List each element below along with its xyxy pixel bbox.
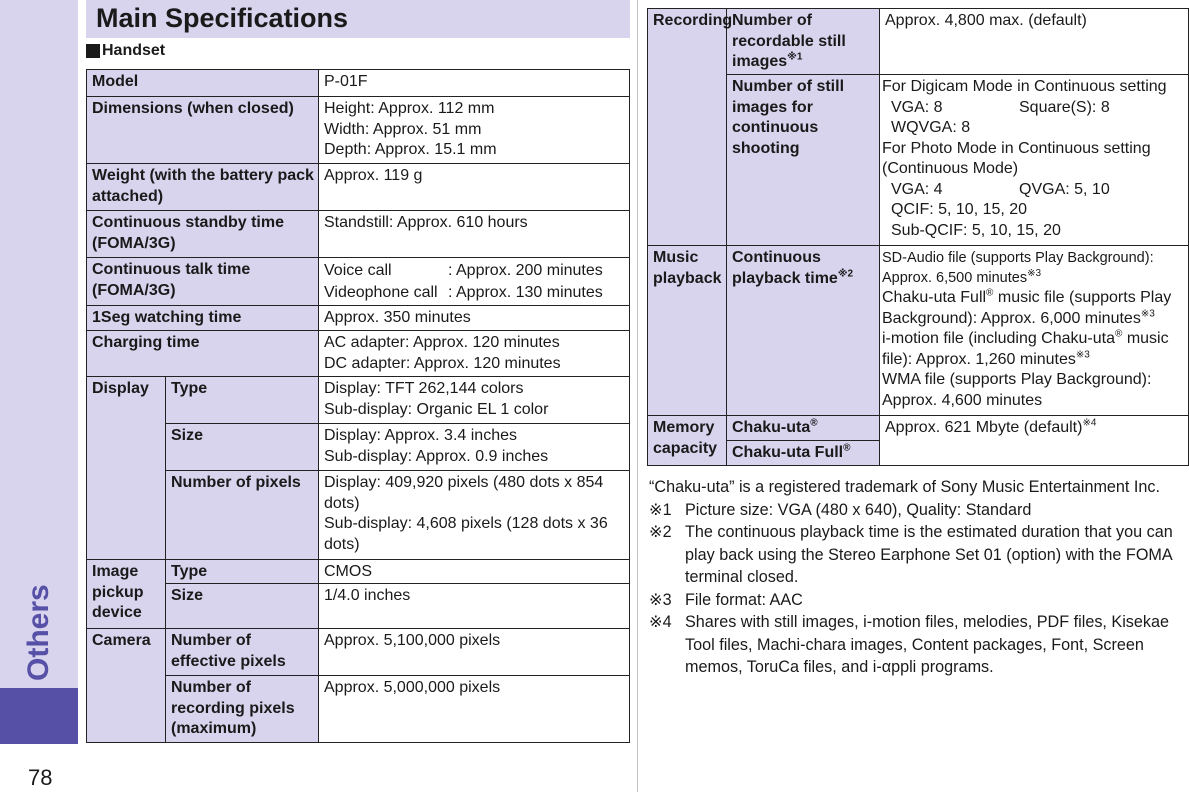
image-type-value: CMOS [319,560,630,584]
standby-value: Standstill: Approx. 610 hours [319,211,630,258]
continuous-qvga: QVGA: 5, 10 [1019,180,1110,198]
charging-value [319,331,630,377]
music-sd-value: Approx. 6,500 minutes [882,270,1028,286]
continuous-photo-head: For Photo Mode in Continuous setting (Continuous Mode) [882,139,1151,177]
registered-mark-a: ® [986,287,994,299]
note-3-mark-a: ※3 [1027,268,1042,280]
registered-mark-d: ® [843,442,851,454]
continuous-subqcif: Sub-QCIF: 5, 10, 15, 20 [891,221,1061,239]
continuous-label: Number of still images for continuous shooting [727,75,880,246]
display-type-value [319,377,630,424]
weight-value: Approx. 119 g [319,164,630,211]
footnote-text: Picture size: VGA (480 x 640), Quality: Standard [685,500,1032,519]
continuous-digicam-grid [882,98,1184,139]
footnote-mark: ※4 [649,613,672,631]
continuous-value [880,75,1189,246]
talk-video-name: Videophone call [324,284,438,301]
footnote-mark: ※3 [649,590,672,609]
note-2-mark: ※2 [837,268,854,280]
music-imotion-head: i-motion file (including Chaku-uta [882,330,1115,347]
chakuuta-full-label-text: Chaku-uta Full [732,444,844,461]
note-1-mark: ※1 [787,51,803,63]
registered-mark-c: ® [810,417,818,429]
note-4-mark: ※4 [1082,417,1097,429]
continuous-photo-vga: VGA: 4 [891,180,943,198]
image-size-value: 1/4.0 inches [319,584,630,629]
memory-value [880,416,1189,466]
footnotes [649,476,1187,679]
display-type-sub: Sub-display: Organic EL 1 color [324,400,549,418]
section-heading [86,42,165,60]
display-size-main: Display: Approx. 3.4 inches [324,427,517,444]
model-label: Model [87,70,319,97]
effective-pixels-value: Approx. 5,100,000 pixels [319,629,630,676]
recordable-value: Approx. 4,800 max. (default) [880,9,1189,75]
display-pixels-main: Display: 409,920 pixels (480 dots x 854 dots) [324,474,604,512]
continuous-digicam-head: For Digicam Mode in Continuous setting [882,78,1167,95]
dimensions-depth: Depth: Approx. 15.1 mm [324,141,497,158]
image-type-label: Type [166,560,319,584]
music-sd [882,268,1184,288]
footnote-text: File format: AAC [685,590,803,609]
continuous-vga: VGA: 8 [891,98,943,116]
talk-label: Continuous talk time (FOMA/3G) [87,258,319,306]
page-title: Main Specifications [96,3,349,33]
continuous-qcif: QCIF: 5, 10, 15, 20 [891,201,1028,218]
dimensions-value [319,97,630,164]
recording-pixels-value: Approx. 5,000,000 pixels [319,676,630,743]
memory-value-text: Approx. 621 Mbyte (default) [885,419,1083,436]
section-heading-text: Handset [102,42,166,59]
weight-label: Weight (with the battery pack attached) [87,164,319,211]
charging-label: Charging time [87,331,319,377]
chakuuta-full-label [727,441,880,466]
oneseg-value: Approx. 350 minutes [319,306,630,331]
talk-voice-value: : Approx. 200 minutes [448,262,603,279]
continuous-photo-grid [882,180,1184,201]
dimensions-label: Dimensions (when closed) [87,97,319,164]
recording-pixels-label: Number of recording pixels (maximum) [166,676,319,743]
display-pixels-label: Number of pixels [166,471,319,560]
footnote-text: The continuous playback time is the estimated duration that you can play back using the Stereo Earphone Set 01 (option) with the FOMA terminal closed. [685,523,1173,586]
memory-label: Memory capacity [648,416,727,466]
display-size-value [319,424,630,471]
footnote-1 [649,499,1187,522]
continuous-wqvga: WQVGA: 8 [891,119,971,136]
music-label: Music playback [648,246,727,416]
footnote-mark: ※2 [649,523,672,541]
spec-table-left [86,69,630,743]
note-3-mark-c: ※3 [1075,349,1090,361]
registered-mark-b: ® [1115,328,1123,340]
footnote-2 [649,521,1187,589]
spec-table-right [647,8,1189,466]
recordable-label [727,9,880,75]
chakuuta-label-text: Chaku-uta [732,419,811,436]
display-type-label: Type [166,377,319,424]
music-imotion [882,329,1184,370]
continuous-square: Square(S): 8 [1019,98,1110,116]
footnote-3 [649,589,1187,612]
section-side-label: Others [22,584,55,681]
effective-pixels-label: Number of effective pixels [166,629,319,676]
recording-label: Recording [648,9,727,246]
image-size-label: Size [166,584,319,629]
model-value: P-01F [319,70,630,97]
footnote-text: Shares with still images, i-motion files, melodies, PDF files, Kisekae Tool files, Machi-chara images, Content packages, Font, Screen memos, ToruCa files, and i-αppli programs. [685,613,1169,676]
music-chaku-head: Chaku-uta Full [882,289,987,306]
oneseg-label: 1Seg watching time [87,306,319,331]
display-label: Display [87,377,166,560]
footnote-mark: ※1 [649,500,672,519]
music-time-label [727,246,880,416]
footnote-4 [649,611,1187,679]
sidebar-tab-marker [0,688,78,744]
note-3-mark-b: ※3 [1140,308,1155,320]
music-chaku [882,288,1184,329]
display-pixels-sub: Sub-display: 4,608 pixels (128 dots x 36 dots) [324,515,608,553]
trademark-note: “Chaku-uta” is a registered trademark of Sony Music Entertainment Inc. [649,478,1161,496]
music-value [880,246,1189,416]
music-wma: WMA file (supports Play Background): Approx. 4,600 minutes [882,371,1152,409]
camera-label: Camera [87,629,166,743]
dimensions-height: Height: Approx. 112 mm [324,100,495,117]
display-size-sub: Sub-display: Approx. 0.9 inches [324,447,549,465]
charging-ac: AC adapter: Approx. 120 minutes [324,334,560,351]
image-pickup-label: Image pickup device [87,560,166,629]
page-number: 78 [28,765,53,790]
charging-dc: DC adapter: Approx. 120 minutes [324,354,561,372]
music-sd-head: SD-Audio file (supports Play Background): [882,250,1154,266]
talk-value [319,258,630,306]
display-pixels-value [319,471,630,560]
recordable-label-text: Number of recordable still images [732,12,846,70]
square-bullet-icon [86,44,100,58]
chakuuta-label [727,416,880,441]
column-divider [637,0,638,792]
music-chaku-tail: music file (supports Play Background): Approx. 6,000 minutes [882,289,1172,327]
talk-voice-name: Voice call [324,262,392,279]
talk-video-value: : Approx. 130 minutes [448,284,603,301]
music-imotion-tail: music file): Approx. 1,260 minutes [882,330,1169,368]
music-time-label-text: Continuous playback time [732,249,838,287]
dimensions-width: Width: Approx. 51 mm [324,120,482,138]
standby-label: Continuous standby time (FOMA/3G) [87,211,319,258]
display-type-main: Display: TFT 262,144 colors [324,380,524,397]
display-size-label: Size [166,424,319,471]
